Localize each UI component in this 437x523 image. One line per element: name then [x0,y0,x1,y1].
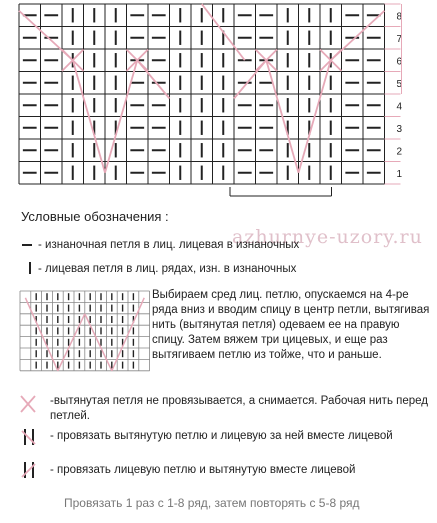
row-number: 1 [396,168,403,180]
mini-elongated-line [85,314,112,371]
legend-text-knit: - лицевая петля в лиц. рядах, изн. в изнаночных [38,263,297,275]
legend-text-k2tog-knit-elongated: - провязать лицевую петлю и вытянутую вместе лицевой [50,464,356,476]
row-number: 6 [396,56,403,68]
row-number: 7 [396,33,403,45]
legend-text-pattern: Выбираем сред лиц. петлю, опускаемся на 4-ре ряда вниз и вводим спицу в центр петли, вытягивая нить (вытянутая петля) одеваем ее на правую спицу. Затем вяжем три цицевых, и еще раз вытягиваем петлю из тойже, что и раньше. [152,289,430,361]
legend-text-purl: - изнаночная петля в лиц. лицевая в изнаночных [38,239,300,251]
row-number: 4 [396,101,403,113]
row-number: 3 [396,123,403,135]
legend-text-elongated-slip: -вытянутая петля не провязывается, а снимается. Рабочая нить перед петлей. [50,395,429,422]
row-number: 5 [396,78,403,90]
elongated-loop-line [234,60,266,98]
row-number: 2 [396,146,403,158]
watermark: azhurnye-uzory.ru [232,226,423,248]
elongated-loop-line [137,60,169,98]
elongated-loop-line [19,11,73,61]
row-number: 8 [396,11,403,23]
footer-note: Провязать 1 раз с 1-8 ряд, затем повторять с 5-8 ряд [64,496,360,510]
legend-text-k2tog-elongated-knit: - провязать вытянутую петлю и лицевую за ней вместе лицевой [50,430,393,442]
elongated-loop-line [331,11,385,61]
legend-title: Условные обозначения : [21,209,169,224]
mini-elongated-line [58,314,85,371]
